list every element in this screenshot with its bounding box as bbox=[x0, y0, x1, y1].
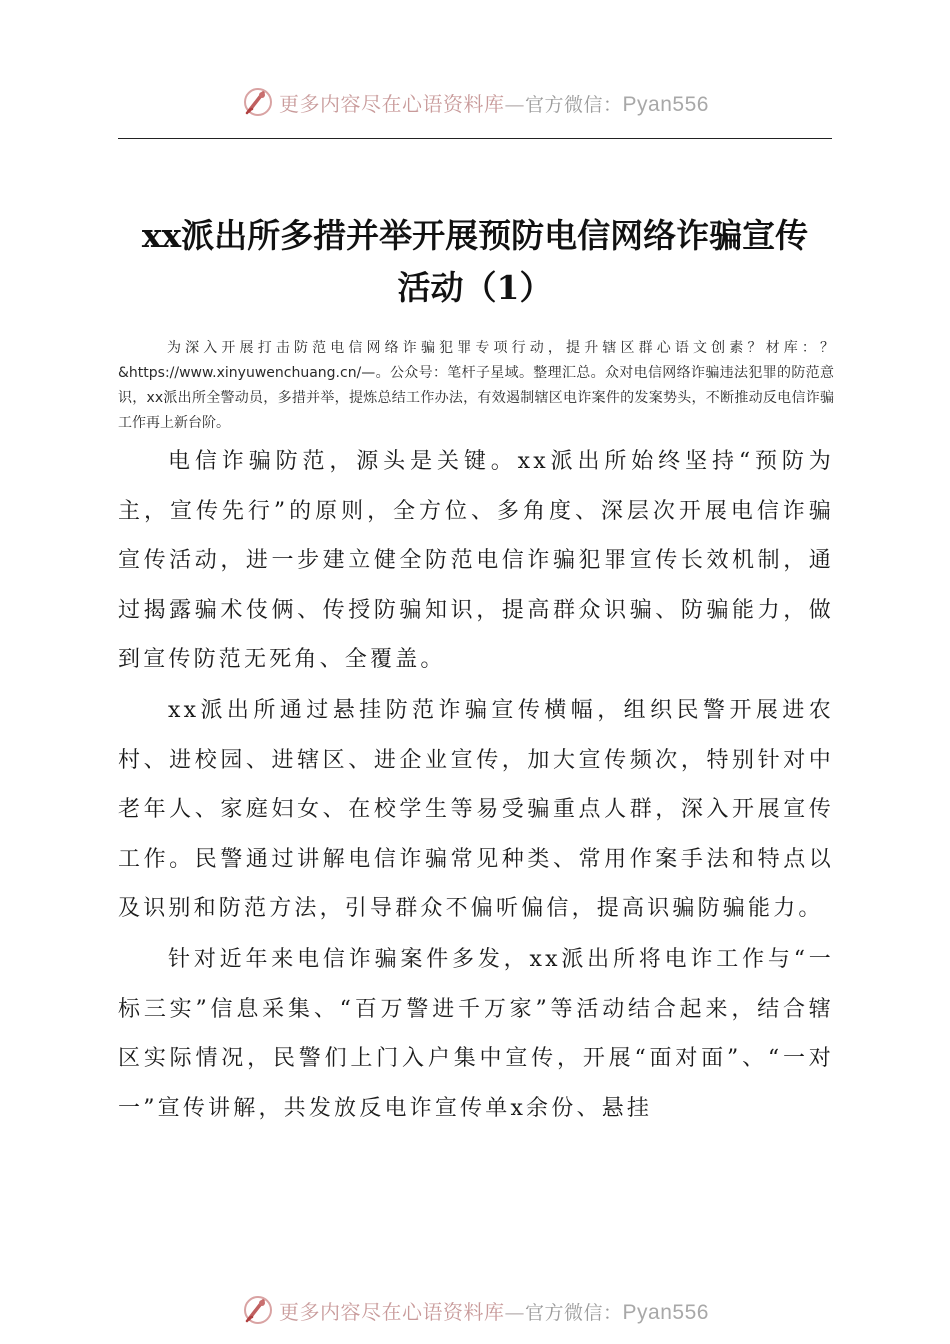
brush-logo-icon bbox=[241, 1293, 275, 1327]
body-paragraph-1: 电信诈骗防范，源头是关键。xx派出所始终坚持“预防为主，宣传先行”的原则，全方位、多角度、深层次开展电信诈骗宣传活动，进一步建立健全防范电信诈骗犯罪宣传长效机制，通过揭露骗术伎俩、传授防骗知识，提高群众识骗、防骗能力，做到宣传防范无死角、全覆盖。 bbox=[118, 449, 834, 673]
brush-logo-icon bbox=[241, 85, 275, 119]
banner-text: 更多内容尽在心语资料库—官方微信：Pyan556 bbox=[279, 1299, 709, 1324]
banner-text: 更多内容尽在心语资料库—官方微信：Pyan556 bbox=[279, 91, 709, 116]
header-divider bbox=[118, 138, 832, 139]
footer-watermark-banner bbox=[0, 1288, 950, 1332]
document-title: xx派出所多措并举开展预防电信网络诈骗宣传 活动（1） bbox=[141, 216, 809, 307]
document-body bbox=[118, 437, 834, 1133]
header-watermark-banner bbox=[0, 80, 950, 124]
intro-paragraph: 为深入开展打击防范电信网络诈骗犯罪专项行动，提升辖区群心语文创素？材库：？&https://www.xinyuwenchuang.cn/—。公众号：笔杆子星域。整理汇总。众对电信网络诈骗违法犯罪的防范意识，xx派出所全警动员，多措并举，提炼总结工作办法，有效遏制辖区电诈案件的发案势头，不断推动反电信诈骗工作再上新台阶。 bbox=[118, 340, 834, 431]
body-paragraph-3: 针对近年来电信诈骗案件多发，xx派出所将电诈工作与“一标三实”信息采集、“百万警进千万家”等活动结合起来，结合辖区实际情况，民警们上门入户集中宣传，开展“面对面”、“一对一”宣传讲解，共发放反电诈宣传单x余份、悬挂 bbox=[118, 946, 834, 1121]
body-paragraph-2: xx派出所通过悬挂防范诈骗宣传横幅，组织民警开展进农村、进校园、进辖区、进企业宣传，加大宣传频次，特别针对中老年人、家庭妇女、在校学生等易受骗重点人群，深入开展宣传工作。民警通过讲解电信诈骗常见种类、常用作案手法和特点以及识别和防范方法，引导群众不偏听偏信，提高识骗防骗能力。 bbox=[118, 697, 834, 922]
